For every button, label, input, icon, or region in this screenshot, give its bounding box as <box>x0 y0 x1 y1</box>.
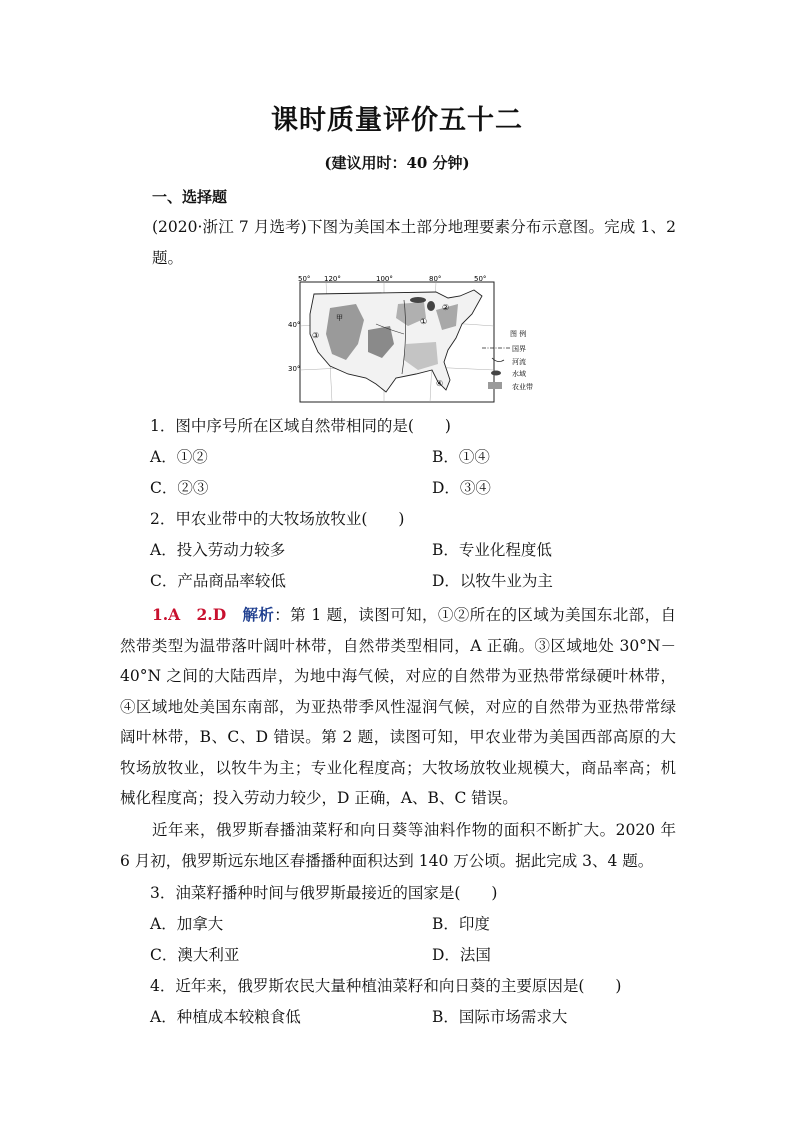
analysis-label: 解析 <box>242 605 275 624</box>
question-4-stem: 4．近年来，俄罗斯农民大量种植油菜籽和向日葵的主要原因是( ) <box>150 977 622 995</box>
option-2a: A．投入劳动力较多 <box>150 541 286 559</box>
answer-explanation <box>120 600 676 814</box>
map-marker: ② <box>442 303 450 312</box>
region-label: 甲 <box>336 314 343 322</box>
analysis-text: ：第 1 题，读图可知，①②所在的区域为美国东北部，自然带类型为温带落叶阔叶林带，自然带类型相同，A 正确。③区域地处 30°N－40°N 之间的大陆西岸，为地中海气候，对应的自然带为亚热带常绿硬叶林带，④区域地处美国东南部，为亚热带季风性湿润气候，对应的自然带为亚热带常绿阔叶林带，B、C、D 错误。第 2 题，读图可知，甲农业带为美国西部高原的大牧场放牧业，以牧牛为主；专业化程度高；大牧场放牧业规模大，商品率高；机械化程度高；投入劳动力较少，D 正确，A、B、C 错误。 <box>120 606 676 807</box>
us-map-figure <box>286 274 548 404</box>
option-3d: D．法国 <box>432 946 491 964</box>
option-1d: D．③④ <box>432 479 491 497</box>
legend-item: 国界 <box>512 345 526 353</box>
option-2d: D．以牧牛业为主 <box>432 572 553 590</box>
option-2b: B．专业化程度低 <box>432 541 552 559</box>
map-lat-label: 40° <box>288 321 301 329</box>
section-heading: 一、选择题 <box>152 188 228 206</box>
question-2-stem: 2．甲农业带中的大牧场放牧业( ) <box>150 510 405 528</box>
legend-title: 图 例 <box>510 330 527 338</box>
map-lon-label: 50° <box>474 275 487 283</box>
option-2c: C．产品商品率较低 <box>150 572 286 590</box>
map-lon-label: 80° <box>429 275 442 283</box>
legend-item: 农业带 <box>512 383 533 391</box>
suggested-time: (建议用时：40 分钟) <box>324 154 470 172</box>
option-1b: B．①④ <box>432 448 490 466</box>
legend-item: 水域 <box>512 370 526 378</box>
option-3a: A．加拿大 <box>150 915 224 933</box>
option-4b: B．国际市场需求大 <box>432 1008 568 1026</box>
great-lakes <box>427 301 435 311</box>
map-lon-label: 50° <box>298 275 311 283</box>
page-title: 课时质量评价五十二 <box>271 105 523 136</box>
question-intro-1: (2020·浙江 7 月选考)下图为美国本土部分地理要素分布示意图。完成 1、2 题。 <box>152 218 676 267</box>
question-3-stem: 3．油菜籽播种时间与俄罗斯最接近的国家是( ) <box>150 884 498 902</box>
option-1a: A．①② <box>150 448 208 466</box>
map-marker: ③ <box>312 331 320 340</box>
map-lon-label: 120° <box>324 275 341 283</box>
option-4a: A．种植成本较粮食低 <box>150 1008 301 1026</box>
option-3b: B．印度 <box>432 915 490 933</box>
map-marker: ① <box>420 317 428 326</box>
option-3c: C．澳大利亚 <box>150 946 240 964</box>
map-lat-label: 30° <box>288 365 301 373</box>
legend-item: 河流 <box>512 358 526 366</box>
question-1-stem: 1．图中序号所在区域自然带相同的是( ) <box>150 417 451 435</box>
map-marker: ④ <box>436 379 444 388</box>
option-1c: C．②③ <box>150 479 209 497</box>
answer-key: 1.A 2.D <box>152 605 243 624</box>
map-lon-label: 100° <box>376 275 393 283</box>
question-intro-2: 近年来，俄罗斯春播油菜籽和向日葵等油料作物的面积不断扩大。2020 年 6 月初，俄罗斯远东地区春播播种面积达到 140 万公顷。据此完成 3、4 题。 <box>120 821 676 870</box>
great-lakes <box>410 297 426 303</box>
